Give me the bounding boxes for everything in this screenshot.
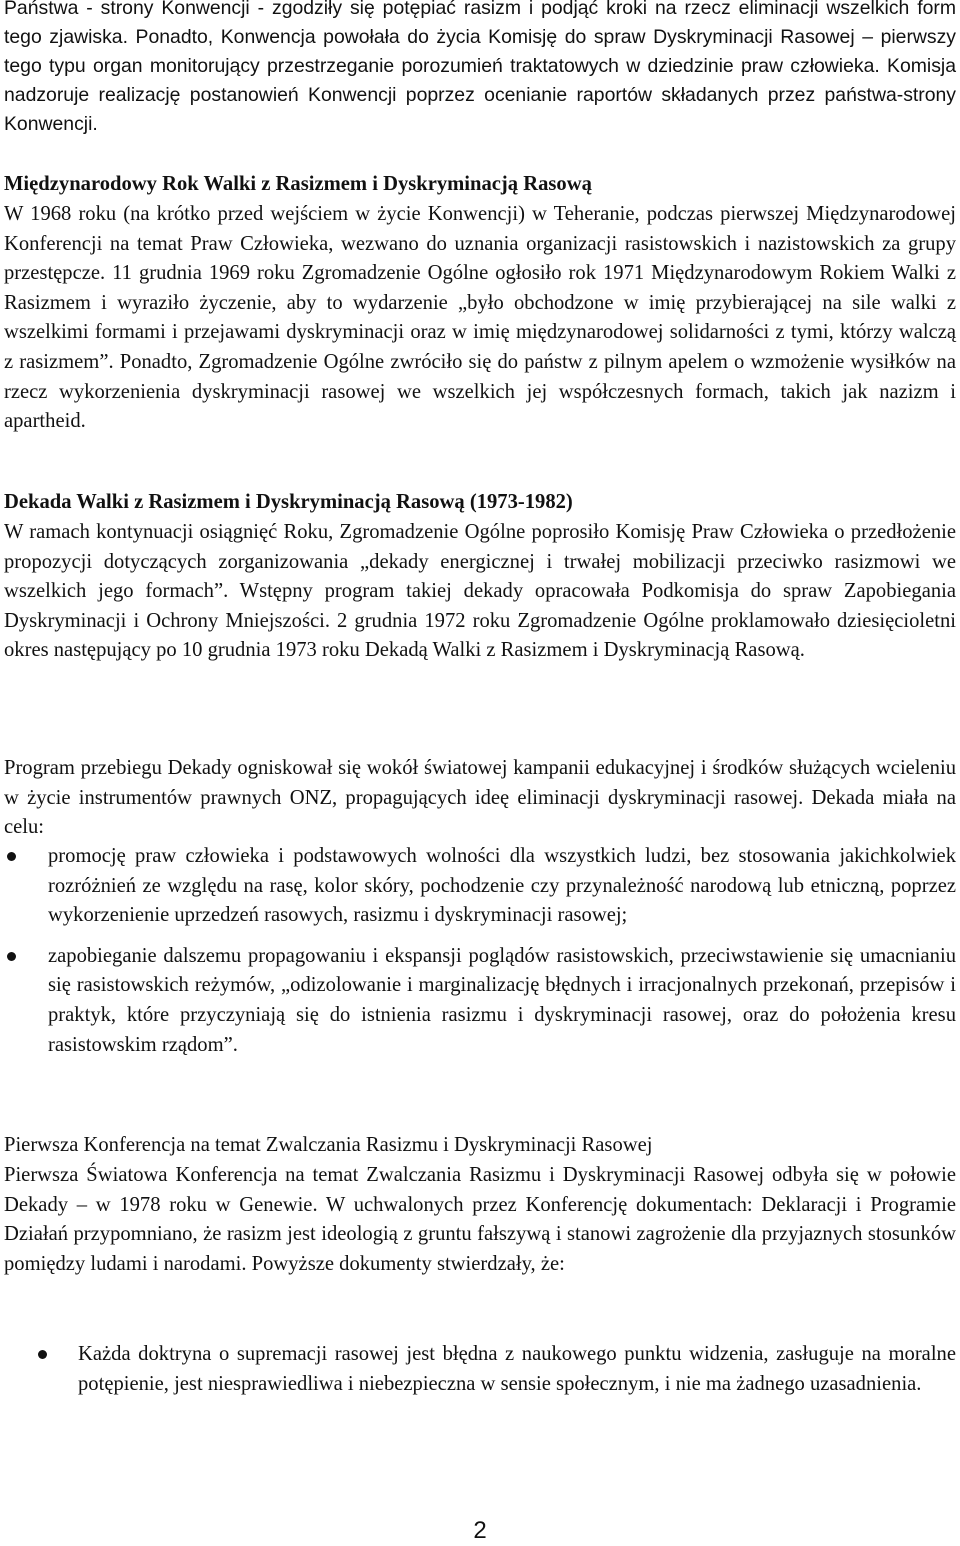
- bullet-icon: [7, 852, 16, 861]
- conference-paragraph: Pierwsza Światowa Konferencja na temat Zwalczania Rasizmu i Dyskryminacji Rasowej odbyła się w połowie Dekady – w 1978 roku w Genewie. W uchwalonych przez Konferencję dokumentach: Deklaracji i Programie Działań przypomniano, że rasizm jest ideologią z gruntu fałszywą i stanowi zagrożenie dla przyjaznych stosunków pomiędzy ludami i narodami. Powyższe dokumenty stwierdzały, że:: [4, 1164, 956, 1275]
- list-item: [78, 1340, 956, 1399]
- list-item-text: promocję praw człowieka i podstawowych wolności dla wszystkich ludzi, bez stosowania jakichkolwiek rozróżnień ze względu na rasę, kolor skóry, pochodzenie czy przynależność narodową lub etniczną, poprzez wykorzenienie uprzedzeń rasowych, rasizmu i dyskryminacji rasowej;: [48, 845, 956, 927]
- intro-paragraph: Państwa - strony Konwencji - zgodziły się potępiać rasizm i podjąć kroki na rzecz eliminacji wszelkich form tego zjawiska. Ponadto, Konwencja powołała do życia Komisję do spraw Dyskryminacji Rasowej – pierwszy tego typu organ monitorujący przestrzeganie porozumień traktatowych w dziedzinie praw człowieka. Komisja nadzoruje realizację postanowień Konwencji poprzez ocenianie raportów składanych przez państwa-strony Konwencji.: [4, 0, 956, 135]
- section-paragraph-decade: W ramach kontynuacji osiągnięć Roku, Zgromadzenie Ogólne poprosiło Komisję Praw Człowieka o przedłożenie propozycji dotyczących zorganizowania „dekady energicznej i trwałej mobilizacji przeciwko rasizmowi we wszelkich jego formach”. Wstępny program takiej dekady opracowała Podkomisja do spraw Zapobiegania Dyskryminacji i Ochrony Mniejszości. 2 grudnia 1972 roku Zgromadzenie Ogólne proklamowało dziesięcioletni okres następujący po 10 grudnia 1973 roku Dekadą Walki z Rasizmem i Dyskryminacją Rasową.: [4, 521, 956, 662]
- program-paragraph: Program przebiegu Dekady ogniskował się wokół światowej kampanii edukacyjnej i środków służących wcieleniu w życie instrumentów prawnych ONZ, propagujących ideę eliminacji dyskryminacji rasowej. Dekada miała na celu:: [4, 757, 956, 839]
- page-number: 2: [473, 1517, 487, 1544]
- list-item-text: zapobieganie dalszemu propagowaniu i ekspansji poglądów rasistowskich, przeciwstawienie się umacnianiu się rasistowskich reżymów, „odizolowanie i marginalizację błędnych i irracjonalnych przekonań, przepisów i praktyk, które przyczyniają się do istnienia rasizmu i dyskryminacji rasowej, oraz do położenia kresu rasistowskim rządom”.: [48, 944, 956, 1056]
- conference-statements-list: [78, 1340, 956, 1399]
- list-item-text: Każda doktryna o supremacji rasowej jest błędna z naukowego punktu widzenia, zasługuje na moralne potępienie, jest niesprawiedliwa i niebezpieczna w sensie społecznym, i nie ma żadnego uzasadnienia.: [78, 1343, 956, 1395]
- section-heading-year: Międzynarodowy Rok Walki z Rasizmem i Dyskryminacją Rasową: [4, 173, 592, 195]
- list-item: [48, 942, 956, 1060]
- program-goals-list: [48, 842, 956, 1060]
- list-item: [48, 842, 956, 931]
- bullet-icon: [7, 952, 16, 961]
- section-paragraph-year: W 1968 roku (na krótko przed wejściem w życie Konwencji) w Teheranie, podczas pierwszej Międzynarodowej Konferencji na temat Praw Człowieka, wezwano do uznania organizacji rasistowskich i nazistowskich za grupy przestępcze. 11 grudnia 1969 roku Zgromadzenie Ogólne ogłosiło rok 1971 Międzynarodowym Rokiem Walki z Rasizmem i wyraziło życzenie, aby to wydarzenie „było obchodzone w imię przybierającej na sile walki z wszelkimi formami i przejawami dyskryminacji oraz w imię międzynarodowej solidarności z tymi, którzy walczą z rasizmem”. Ponadto, Zgromadzenie Ogólne zwróciło się do państw z pilnym apelem o wzmożenie wysiłków na rzecz wykorzenienia dyskryminacji rasowej we wszelkich jej współczesnych formach, takich jak nazizm i apartheid.: [4, 203, 956, 433]
- bullet-icon: [38, 1350, 47, 1359]
- section-heading-decade: Dekada Walki z Rasizmem i Dyskryminacją Rasową (1973-1982): [4, 491, 573, 513]
- conference-heading: Pierwsza Konferencja na temat Zwalczania Rasizmu i Dyskryminacji Rasowej: [4, 1134, 653, 1156]
